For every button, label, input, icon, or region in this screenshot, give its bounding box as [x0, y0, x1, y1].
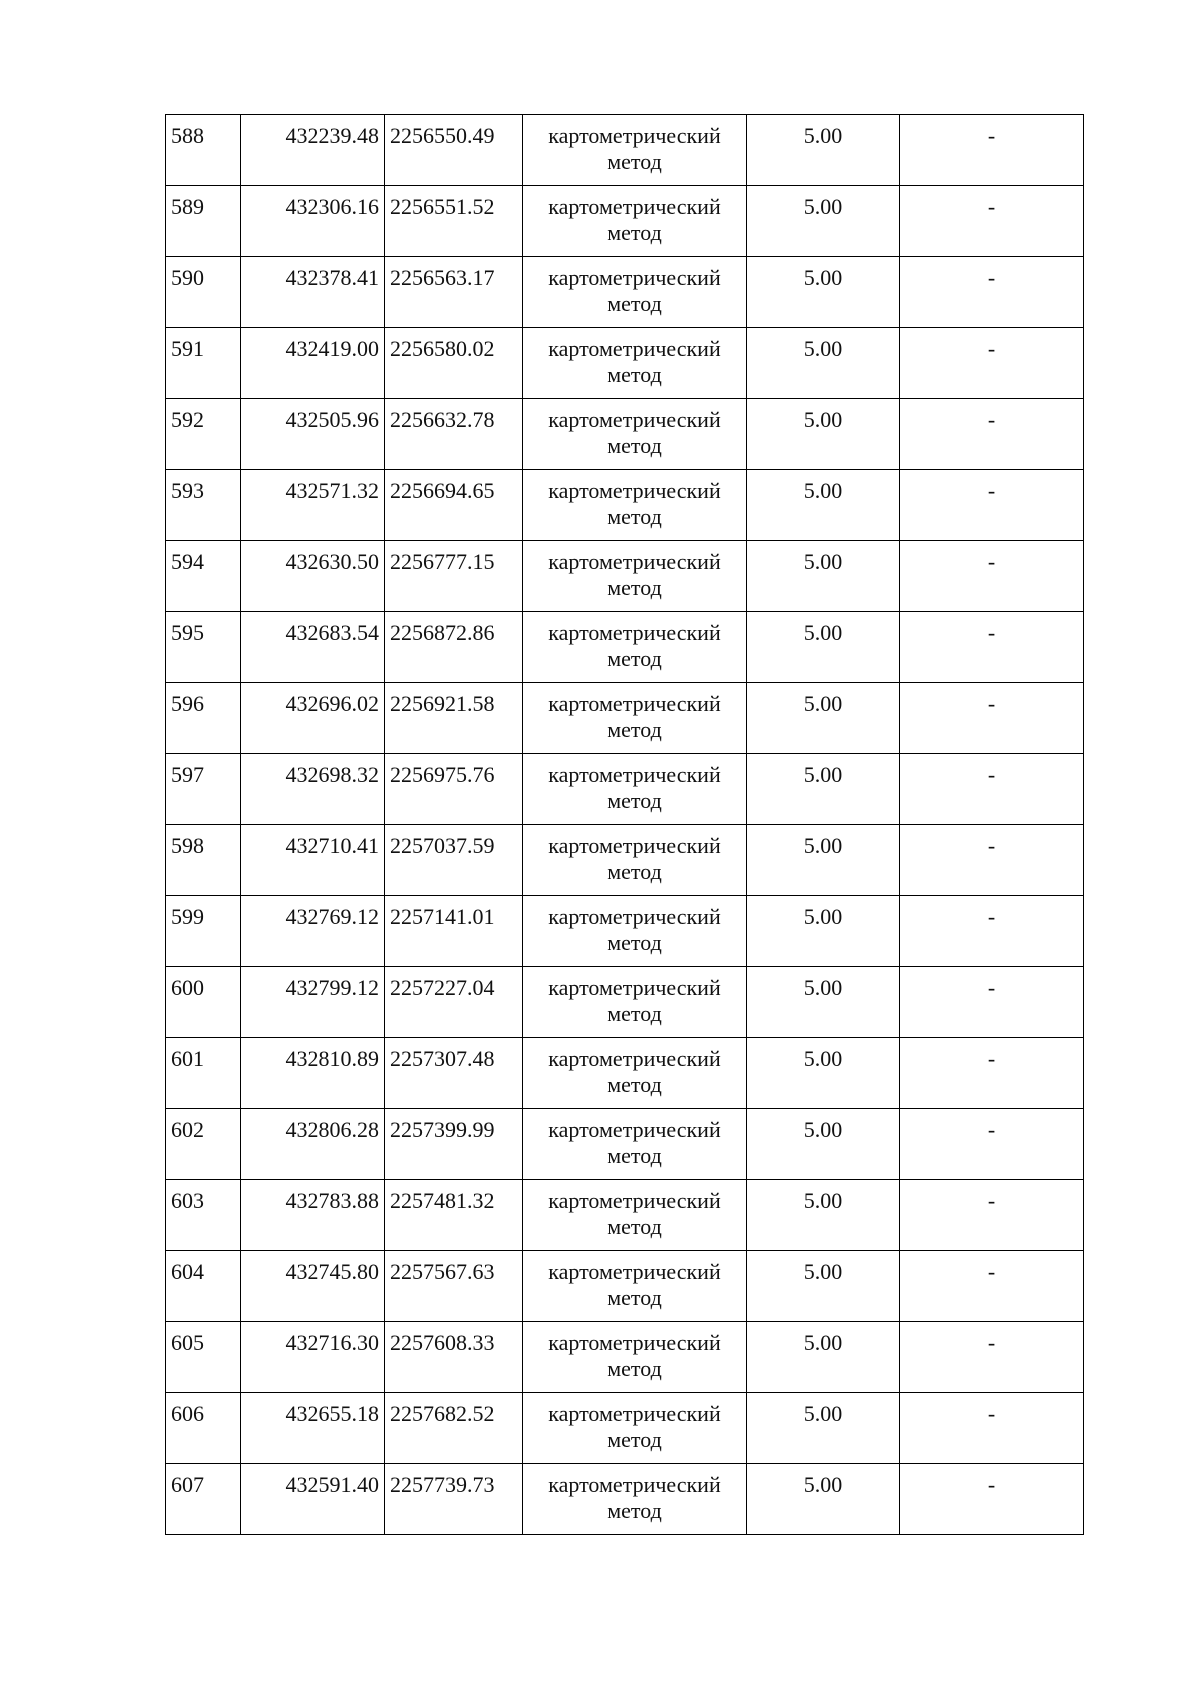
- accuracy-cell: 5.00: [747, 754, 900, 825]
- method-cell: картометрический метод: [523, 896, 747, 967]
- accuracy-cell: 5.00: [747, 541, 900, 612]
- table-row: [166, 541, 1084, 612]
- y-coordinate-cell: 2257037.59: [385, 825, 523, 896]
- y-coordinate-cell: 2256975.76: [385, 754, 523, 825]
- accuracy-cell: 5.00: [747, 1180, 900, 1251]
- method-cell: картометрический метод: [523, 186, 747, 257]
- point-number-cell: 594: [166, 541, 241, 612]
- x-coordinate-cell: 432571.32: [241, 470, 385, 541]
- point-number-cell: 588: [166, 115, 241, 186]
- description-cell: -: [900, 967, 1084, 1038]
- accuracy-cell: 5.00: [747, 1251, 900, 1322]
- description-cell: -: [900, 754, 1084, 825]
- point-number-cell: 592: [166, 399, 241, 470]
- y-coordinate-cell: 2256777.15: [385, 541, 523, 612]
- description-cell: -: [900, 1251, 1084, 1322]
- table-row: [166, 399, 1084, 470]
- table-row: [166, 470, 1084, 541]
- point-number-cell: 596: [166, 683, 241, 754]
- description-cell: -: [900, 1393, 1084, 1464]
- method-cell: картометрический метод: [523, 399, 747, 470]
- x-coordinate-cell: 432683.54: [241, 612, 385, 683]
- y-coordinate-cell: 2256694.65: [385, 470, 523, 541]
- accuracy-cell: 5.00: [747, 612, 900, 683]
- y-coordinate-cell: 2256550.49: [385, 115, 523, 186]
- table-row: [166, 896, 1084, 967]
- description-cell: -: [900, 541, 1084, 612]
- accuracy-cell: 5.00: [747, 257, 900, 328]
- method-cell: картометрический метод: [523, 328, 747, 399]
- x-coordinate-cell: 432630.50: [241, 541, 385, 612]
- accuracy-cell: 5.00: [747, 399, 900, 470]
- accuracy-cell: 5.00: [747, 1393, 900, 1464]
- method-cell: картометрический метод: [523, 683, 747, 754]
- table-row: [166, 1322, 1084, 1393]
- method-cell: картометрический метод: [523, 967, 747, 1038]
- method-cell: картометрический метод: [523, 541, 747, 612]
- coordinates-table: [165, 114, 1084, 1535]
- accuracy-cell: 5.00: [747, 115, 900, 186]
- accuracy-cell: 5.00: [747, 328, 900, 399]
- coordinates-table-body: [166, 115, 1084, 1535]
- point-number-cell: 606: [166, 1393, 241, 1464]
- method-cell: картометрический метод: [523, 1109, 747, 1180]
- y-coordinate-cell: 2256632.78: [385, 399, 523, 470]
- table-row: [166, 683, 1084, 754]
- x-coordinate-cell: 432698.32: [241, 754, 385, 825]
- x-coordinate-cell: 432716.30: [241, 1322, 385, 1393]
- description-cell: -: [900, 1322, 1084, 1393]
- y-coordinate-cell: 2257739.73: [385, 1464, 523, 1535]
- method-cell: картометрический метод: [523, 1251, 747, 1322]
- x-coordinate-cell: 432591.40: [241, 1464, 385, 1535]
- accuracy-cell: 5.00: [747, 1464, 900, 1535]
- table-row: [166, 612, 1084, 683]
- accuracy-cell: 5.00: [747, 896, 900, 967]
- y-coordinate-cell: 2257481.32: [385, 1180, 523, 1251]
- point-number-cell: 591: [166, 328, 241, 399]
- y-coordinate-cell: 2256580.02: [385, 328, 523, 399]
- method-cell: картометрический метод: [523, 754, 747, 825]
- table-row: [166, 1464, 1084, 1535]
- description-cell: -: [900, 683, 1084, 754]
- x-coordinate-cell: 432419.00: [241, 328, 385, 399]
- table-row: [166, 328, 1084, 399]
- description-cell: -: [900, 612, 1084, 683]
- description-cell: -: [900, 328, 1084, 399]
- x-coordinate-cell: 432239.48: [241, 115, 385, 186]
- method-cell: картометрический метод: [523, 612, 747, 683]
- description-cell: -: [900, 1109, 1084, 1180]
- description-cell: -: [900, 257, 1084, 328]
- accuracy-cell: 5.00: [747, 470, 900, 541]
- y-coordinate-cell: 2257682.52: [385, 1393, 523, 1464]
- table-row: [166, 967, 1084, 1038]
- point-number-cell: 589: [166, 186, 241, 257]
- description-cell: -: [900, 825, 1084, 896]
- method-cell: картометрический метод: [523, 1393, 747, 1464]
- description-cell: -: [900, 470, 1084, 541]
- point-number-cell: 598: [166, 825, 241, 896]
- accuracy-cell: 5.00: [747, 967, 900, 1038]
- y-coordinate-cell: 2257307.48: [385, 1038, 523, 1109]
- accuracy-cell: 5.00: [747, 1109, 900, 1180]
- accuracy-cell: 5.00: [747, 683, 900, 754]
- y-coordinate-cell: 2256563.17: [385, 257, 523, 328]
- y-coordinate-cell: 2256872.86: [385, 612, 523, 683]
- point-number-cell: 604: [166, 1251, 241, 1322]
- x-coordinate-cell: 432505.96: [241, 399, 385, 470]
- y-coordinate-cell: 2257567.63: [385, 1251, 523, 1322]
- x-coordinate-cell: 432799.12: [241, 967, 385, 1038]
- point-number-cell: 607: [166, 1464, 241, 1535]
- table-row: [166, 115, 1084, 186]
- point-number-cell: 599: [166, 896, 241, 967]
- x-coordinate-cell: 432696.02: [241, 683, 385, 754]
- accuracy-cell: 5.00: [747, 1322, 900, 1393]
- table-row: [166, 257, 1084, 328]
- method-cell: картометрический метод: [523, 257, 747, 328]
- y-coordinate-cell: 2256921.58: [385, 683, 523, 754]
- x-coordinate-cell: 432806.28: [241, 1109, 385, 1180]
- x-coordinate-cell: 432710.41: [241, 825, 385, 896]
- table-row: [166, 1109, 1084, 1180]
- point-number-cell: 605: [166, 1322, 241, 1393]
- accuracy-cell: 5.00: [747, 825, 900, 896]
- table-row: [166, 1038, 1084, 1109]
- y-coordinate-cell: 2257608.33: [385, 1322, 523, 1393]
- point-number-cell: 601: [166, 1038, 241, 1109]
- description-cell: -: [900, 1038, 1084, 1109]
- method-cell: картометрический метод: [523, 1180, 747, 1251]
- x-coordinate-cell: 432655.18: [241, 1393, 385, 1464]
- description-cell: -: [900, 896, 1084, 967]
- x-coordinate-cell: 432306.16: [241, 186, 385, 257]
- point-number-cell: 590: [166, 257, 241, 328]
- y-coordinate-cell: 2257227.04: [385, 967, 523, 1038]
- method-cell: картометрический метод: [523, 1322, 747, 1393]
- point-number-cell: 593: [166, 470, 241, 541]
- description-cell: -: [900, 186, 1084, 257]
- x-coordinate-cell: 432783.88: [241, 1180, 385, 1251]
- method-cell: картометрический метод: [523, 470, 747, 541]
- point-number-cell: 603: [166, 1180, 241, 1251]
- method-cell: картометрический метод: [523, 115, 747, 186]
- method-cell: картометрический метод: [523, 825, 747, 896]
- description-cell: -: [900, 1464, 1084, 1535]
- x-coordinate-cell: 432769.12: [241, 896, 385, 967]
- description-cell: -: [900, 1180, 1084, 1251]
- accuracy-cell: 5.00: [747, 186, 900, 257]
- x-coordinate-cell: 432810.89: [241, 1038, 385, 1109]
- description-cell: -: [900, 399, 1084, 470]
- x-coordinate-cell: 432378.41: [241, 257, 385, 328]
- description-cell: -: [900, 115, 1084, 186]
- method-cell: картометрический метод: [523, 1038, 747, 1109]
- y-coordinate-cell: 2257141.01: [385, 896, 523, 967]
- point-number-cell: 595: [166, 612, 241, 683]
- table-row: [166, 1393, 1084, 1464]
- table-row: [166, 1251, 1084, 1322]
- table-row: [166, 754, 1084, 825]
- method-cell: картометрический метод: [523, 1464, 747, 1535]
- table-row: [166, 186, 1084, 257]
- y-coordinate-cell: 2256551.52: [385, 186, 523, 257]
- x-coordinate-cell: 432745.80: [241, 1251, 385, 1322]
- table-row: [166, 825, 1084, 896]
- table-row: [166, 1180, 1084, 1251]
- point-number-cell: 597: [166, 754, 241, 825]
- y-coordinate-cell: 2257399.99: [385, 1109, 523, 1180]
- accuracy-cell: 5.00: [747, 1038, 900, 1109]
- point-number-cell: 602: [166, 1109, 241, 1180]
- point-number-cell: 600: [166, 967, 241, 1038]
